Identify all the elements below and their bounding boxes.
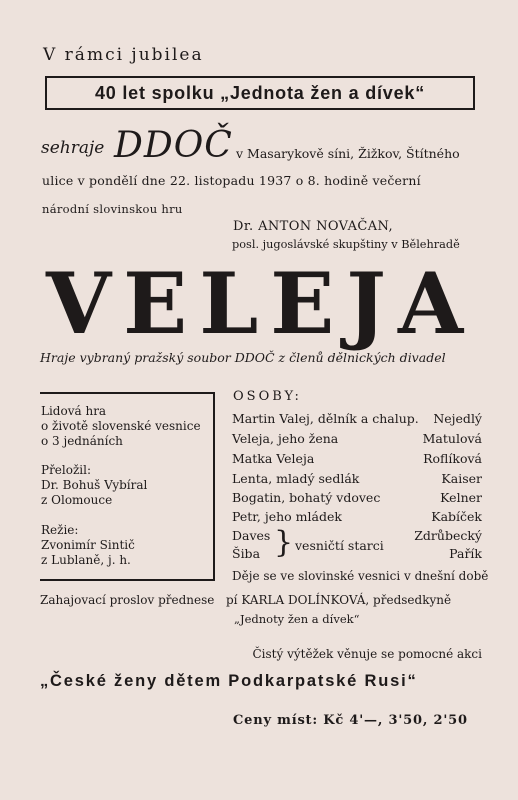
- genre-block: [41, 404, 201, 449]
- genre-line: o 3 jednáních: [41, 434, 123, 448]
- cast-role: Lenta, mladý sedlák: [232, 471, 360, 486]
- proceeds-note: Čistý výtěžek věnuje se pomocné akci: [252, 647, 482, 661]
- cast-actor: Kelner: [440, 490, 482, 505]
- cast-role: Petr, jeho mládek: [232, 509, 342, 524]
- opening-speaker: pí KARLA DOLÍNKOVÁ, předsedkyně: [226, 593, 452, 607]
- elders-brace: }: [274, 525, 294, 560]
- campaign-name: „České ženy dětem Podkarpatské Rusi“: [40, 672, 418, 690]
- elder-actor: Zdrůbecký: [414, 528, 482, 543]
- info-box-top-rule: [40, 392, 215, 394]
- jubilee-intro: V rámci jubilea: [43, 45, 204, 65]
- venue-line-1: v Masarykově síni, Žižkov, Štítného: [236, 146, 460, 161]
- cast-actor: Kaiser: [441, 471, 482, 486]
- genre-line: Lidová hra: [41, 404, 107, 418]
- opening-organisation: „Jednoty žen a dívek“: [234, 612, 360, 626]
- play-title: VELEJA: [46, 254, 476, 353]
- author-description: posl. jugoslávské skupštiny v Bělehradě: [232, 238, 460, 251]
- director-label: Režie:: [41, 523, 79, 537]
- cast-actor: Nejedlý: [433, 411, 482, 426]
- director-line: z Lublaně, j. h.: [41, 553, 131, 567]
- jubilee-text: 40 let spolku „Jednota žen a dívek“: [94, 83, 426, 103]
- director-line: Zvonimír Sintič: [41, 538, 135, 552]
- cast-role: Bogatin, bohatý vdovec: [232, 490, 381, 505]
- cast-role: Matka Veleja: [232, 451, 315, 466]
- cast-actor: Matulová: [422, 431, 482, 446]
- group-name: DDOČ: [114, 125, 233, 166]
- author-name: Dr. ANTON NOVAČAN,: [233, 219, 393, 234]
- info-box-right-rule: [213, 392, 215, 581]
- elder-actor: Pařík: [449, 546, 482, 561]
- cast-role: Martin Valej, dělník a chalup.: [232, 411, 419, 426]
- setting-note: Děje se ve slovinské vesnici v dnešní době: [232, 569, 489, 583]
- cast-role: Veleja, jeho žena: [232, 431, 339, 446]
- opening-label: Zahajovací proslov přednese: [40, 593, 215, 607]
- ensemble-subtitle: Hraje vybraný pražský soubor DDOČ z členů dělnických divadel: [40, 350, 446, 365]
- translator-label: Přeložil:: [41, 463, 92, 477]
- play-intro: národní slovinskou hru: [42, 202, 183, 216]
- cast-heading: OSOBY:: [233, 389, 302, 404]
- elders-label: vesničtí starci: [295, 538, 384, 553]
- translator-line: Dr. Bohuš Vybíral: [41, 478, 148, 492]
- translator-block: [41, 463, 147, 508]
- cast-actor: Kabíček: [431, 509, 482, 524]
- info-box-bottom-rule: [40, 579, 215, 581]
- performs-prefix: sehraje: [41, 138, 105, 158]
- director-block: [41, 523, 135, 568]
- cast-actor: Roflíková: [423, 451, 482, 466]
- jubilee-box: [45, 76, 475, 110]
- elder-name: Daves: [232, 528, 271, 543]
- ticket-prices: Ceny míst: Kč 4'—, 3'50, 2'50: [233, 713, 468, 728]
- genre-line: o životě slovenské vesnice: [41, 419, 201, 433]
- translator-line: z Olomouce: [41, 493, 113, 507]
- venue-line-2: ulice v pondělí dne 22. listopadu 1937 o 8. hodině večerní: [42, 173, 421, 188]
- elder-name: Šiba: [232, 546, 261, 561]
